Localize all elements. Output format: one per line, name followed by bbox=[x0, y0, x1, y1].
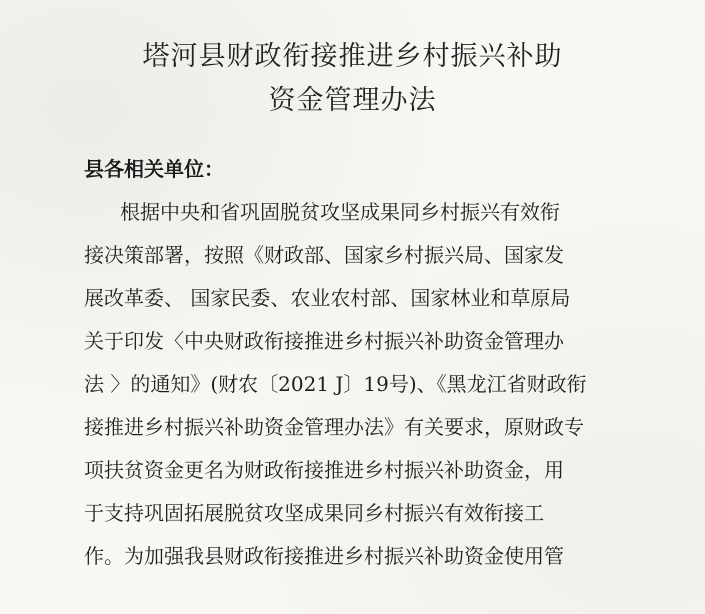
body-line-3: 展改革委、 国家民委、农业农村部、国家林业和草原局 bbox=[84, 286, 571, 310]
body-line-7: 项扶贫资金更名为财政衔接推进乡村振兴补助资金，用 bbox=[84, 458, 564, 482]
body-line-8: 于支持巩固拓展脱贫攻坚成果同乡村振兴有效衔接工 bbox=[84, 501, 544, 525]
body-line-9: 作。为加强我县财政衔接推进乡村振兴补助资金使用管 bbox=[84, 544, 564, 568]
body-line-2: 接决策部署，按照《财政部、国家乡村振兴局、国家发 bbox=[84, 243, 564, 267]
salutation: 县各相关单位： bbox=[84, 157, 224, 181]
body-line-6: 接推进乡村振兴补助资金管理办法》有关要求，原财政专 bbox=[84, 415, 584, 439]
body-line-5: 法 〉的通知》(财农〔2021 J〕19号)、《黑龙江省财政衔 bbox=[84, 372, 587, 396]
document-title-line-2: 资金管理办法 bbox=[268, 85, 437, 116]
body-line-1: 根据中央和省巩固脱贫攻坚成果同乡村振兴有效衔 bbox=[120, 200, 560, 224]
body-line-4: 关于印发〈中央财政衔接推进乡村振兴补助资金管理办 bbox=[84, 329, 564, 353]
document-title-line-1: 塔河县财政衔接推进乡村振兴补助 bbox=[142, 41, 563, 72]
